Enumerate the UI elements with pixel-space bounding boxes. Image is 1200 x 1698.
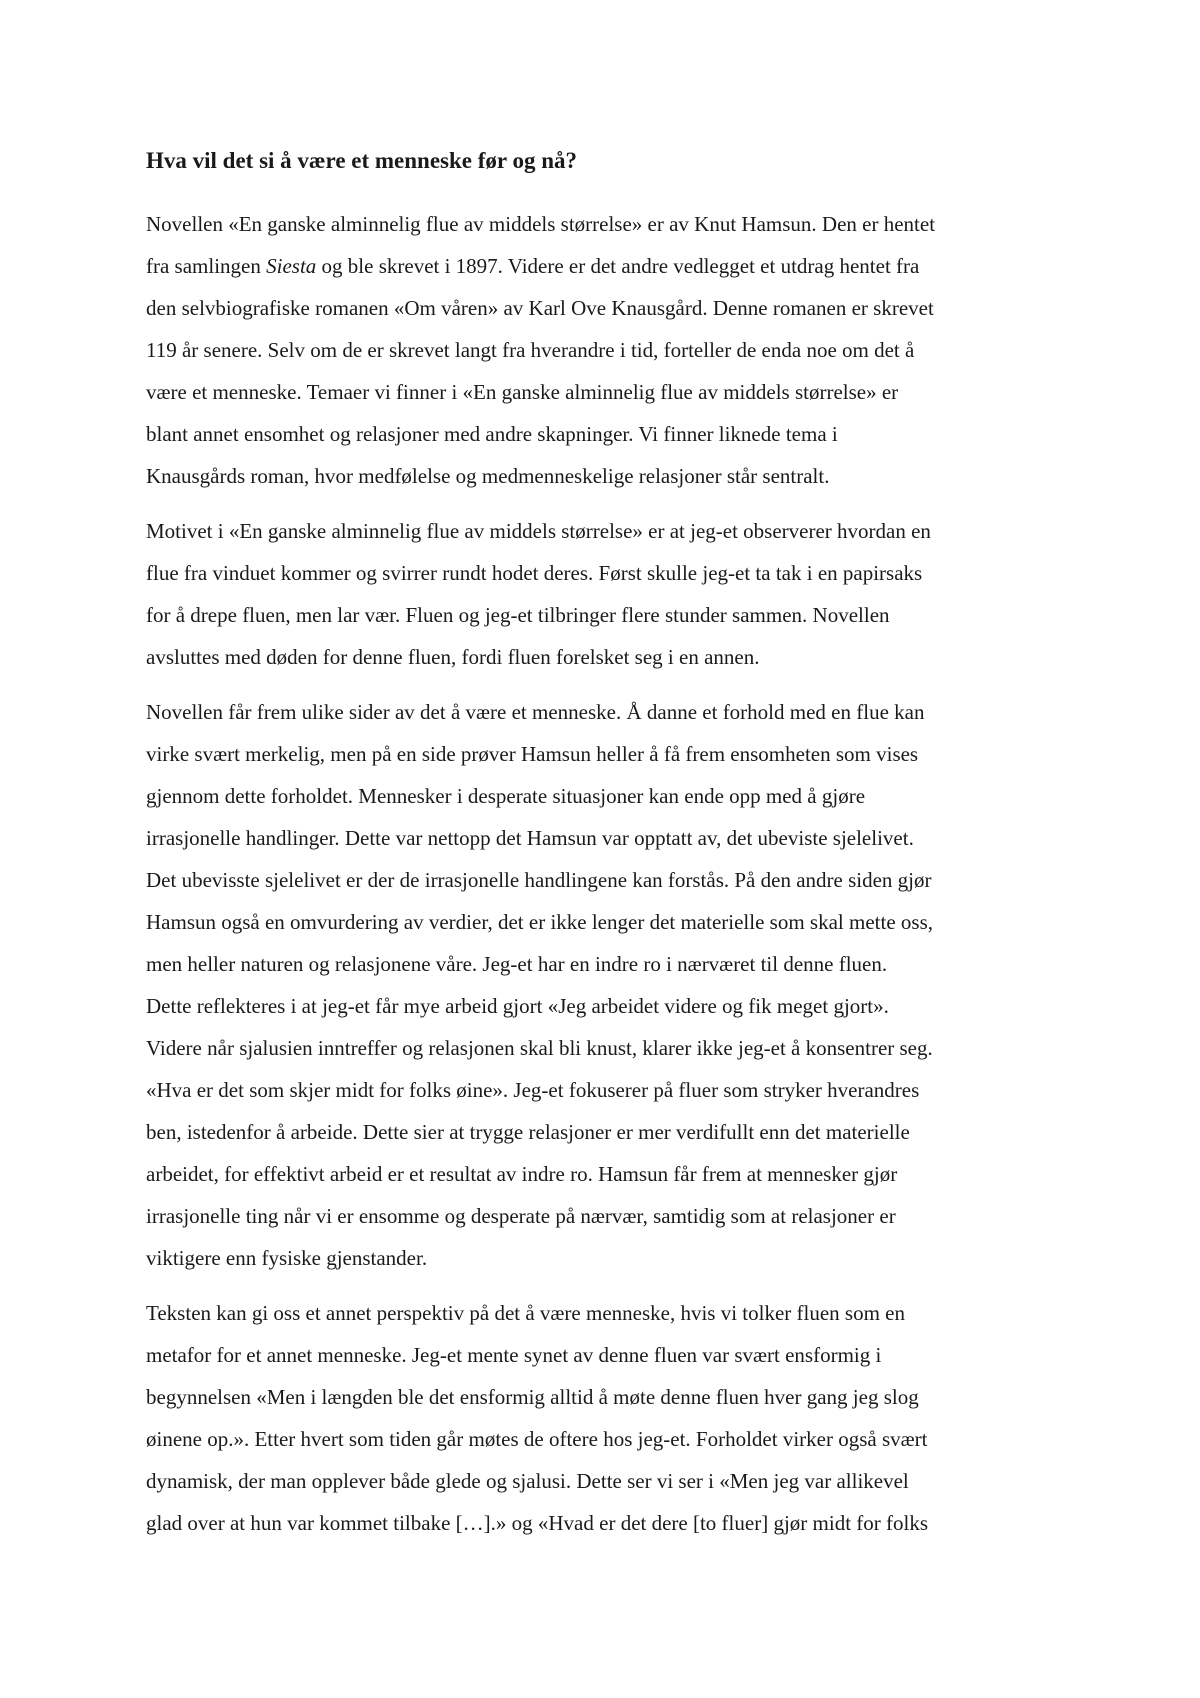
text-line: Novellen «En ganske alminnelig flue av middels størrelse» er av Knut Hamsun. Den er hentet [146, 212, 936, 236]
text-line: Videre når sjalusien inntreffer og relasjonen skal bli knust, klarer ikke jeg-et å konsentrer seg. [146, 1036, 933, 1060]
text-line: avsluttes med døden for denne fluen, fordi fluen forelsket seg i en annen. [146, 645, 760, 669]
paragraph [146, 1292, 1066, 1544]
text-line: glad over at hun var kommet tilbake […].» og «Hvad er det dere [to fluer] gjør midt for folks [146, 1511, 929, 1535]
text-line: ben, istedenfor å arbeide. Dette sier at trygge relasjoner er mer verdifullt enn det materielle [146, 1120, 910, 1144]
paragraph [146, 691, 1066, 1279]
text-line: begynnelsen «Men i længden ble det ensformig alltid å møte denne fluen hver gang jeg slog [146, 1385, 919, 1409]
document-title: Hva vil det si å være et menneske før og nå? [146, 148, 578, 173]
text-line: blant annet ensomhet og relasjoner med andre skapninger. Vi finner liknede tema i [146, 422, 838, 446]
text-line: gjennom dette forholdet. Mennesker i desperate situasjoner kan ende opp med å gjøre [146, 784, 866, 808]
text-line: 119 år senere. Selv om de er skrevet langt fra hverandre i tid, forteller de enda noe om det å [146, 338, 915, 362]
text-line: Motivet i «En ganske alminnelig flue av middels størrelse» er at jeg-et observerer hvordan en [146, 519, 931, 543]
text-line: «Hva er det som skjer midt for folks øine». Jeg-et fokuserer på fluer som stryker hverandres [146, 1078, 920, 1102]
text-line: irrasjonelle handlinger. Dette var nettopp det Hamsun var opptatt av, det ubeviste sjelelivet. [146, 826, 914, 850]
text-line: virke svært merkelig, men på en side prøver Hamsun heller å få frem ensomheten som vises [146, 742, 919, 766]
text-line: viktigere enn fysiske gjenstander. [146, 1246, 428, 1270]
paragraph [146, 510, 1066, 678]
document-page [146, 145, 1066, 1557]
text-line: for å drepe fluen, men lar vær. Fluen og jeg-et tilbringer flere stunder sammen. Novellen [146, 603, 890, 627]
text-line: være et menneske. Temaer vi finner i «En ganske alminnelig flue av middels størrelse» er [146, 380, 899, 404]
text-line: arbeidet, for effektivt arbeid er et resultat av indre ro. Hamsun får frem at mennesker gjør [146, 1162, 898, 1186]
text-line: metafor for et annet menneske. Jeg-et mente synet av denne fluen var svært ensformig i [146, 1343, 882, 1367]
text-line: Dette reflekteres i at jeg-et får mye arbeid gjort «Jeg arbeidet videre og fik meget gjort». [146, 994, 889, 1018]
text-line: Det ubevisste sjelelivet er der de irrasjonelle handlingene kan forstås. På den andre siden gjør [146, 868, 932, 892]
text-line: dynamisk, der man opplever både glede og sjalusi. Dette ser vi ser i «Men jeg var allikevel [146, 1469, 909, 1493]
text-line: den selvbiografiske romanen «Om våren» av Karl Ove Knausgård. Denne romanen er skrevet [146, 296, 934, 320]
text-line [146, 245, 1066, 287]
text-run: fra samlingen [146, 254, 267, 278]
text-line: flue fra vinduet kommer og svirrer rundt hodet deres. Først skulle jeg-et ta tak i en papirsaks [146, 561, 923, 585]
document-body [146, 203, 1066, 1544]
text-line: Knausgårds roman, hvor medfølelse og medmenneskelige relasjoner står sentralt. [146, 464, 830, 488]
text-line: irrasjonelle ting når vi er ensomme og desperate på nærvær, samtidig som at relasjoner er [146, 1204, 896, 1228]
text-line: Novellen får frem ulike sider av det å være et menneske. Å danne et forhold med en flue kan [146, 700, 925, 724]
text-line: øinene op.». Etter hvert som tiden går møtes de oftere hos jeg-et. Forholdet virker også svært [146, 1427, 928, 1451]
book-title-italic: Siesta [266, 254, 317, 278]
text-run: og ble skrevet i 1897. Videre er det andre vedlegget et utdrag hentet fra [316, 254, 920, 278]
text-line: men heller naturen og relasjonene våre. Jeg-et har en indre ro i nærværet til denne fluen. [146, 952, 888, 976]
paragraph [146, 203, 1066, 497]
text-line: Hamsun også en omvurdering av verdier, det er ikke lenger det materielle som skal mette oss, [146, 910, 933, 934]
text-line: Teksten kan gi oss et annet perspektiv på det å være menneske, hvis vi tolker fluen som en [146, 1301, 906, 1325]
